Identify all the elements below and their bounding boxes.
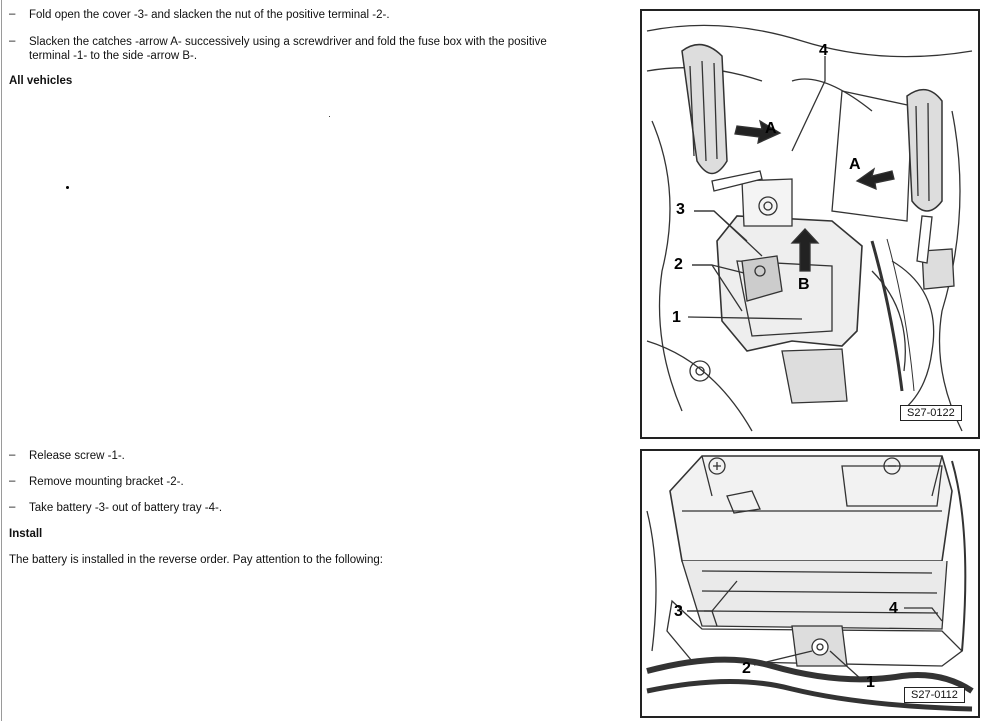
heading-all-vehicles: All vehicles [9, 75, 73, 87]
step-dash: – [9, 449, 16, 461]
step-slacken-catches-line1: Slacken the catches -arrow A- successively using a screwdriver and fold the fuse box with the positive [29, 36, 547, 48]
callout-1: 1 [672, 309, 681, 326]
step-dash: – [9, 35, 16, 47]
callout-arrow-a-right: A [849, 156, 861, 173]
callout-2: 2 [742, 660, 751, 677]
step-fold-cover: Fold open the cover -3- and slacken the nut of the positive terminal -2-. [29, 9, 390, 21]
callout-arrow-a-left: A [765, 120, 777, 137]
battery-tray-illustration [642, 451, 978, 716]
step-release-screw: Release screw -1-. [29, 450, 125, 462]
step-take-battery: Take battery -3- out of battery tray -4-. [29, 502, 223, 514]
callout-2: 2 [674, 256, 683, 273]
page-left-border [1, 0, 2, 721]
callout-4: 4 [889, 600, 898, 617]
callout-3: 3 [676, 201, 685, 218]
callout-3: 3 [674, 603, 683, 620]
stray-dot [66, 186, 69, 189]
step-dash: – [9, 8, 16, 20]
install-text: The battery is installed in the reverse order. Pay attention to the following: [9, 554, 383, 566]
figure-fuse-box [640, 9, 980, 439]
step-dash: – [9, 475, 16, 487]
step-slacken-catches-line2: terminal -1- to the side -arrow B-. [29, 50, 198, 62]
callout-4: 4 [819, 42, 828, 59]
figure-code: S27-0112 [904, 687, 965, 703]
step-remove-bracket: Remove mounting bracket -2-. [29, 476, 184, 488]
callout-arrow-b: B [798, 276, 810, 293]
figure-battery-tray [640, 449, 980, 718]
figure-code: S27-0122 [900, 405, 962, 421]
stray-dot [329, 116, 330, 117]
step-dash: – [9, 501, 16, 513]
fuse-box-illustration [642, 11, 978, 437]
step-slacken-catches [29, 35, 599, 63]
heading-install: Install [9, 528, 43, 540]
callout-1: 1 [866, 674, 875, 691]
